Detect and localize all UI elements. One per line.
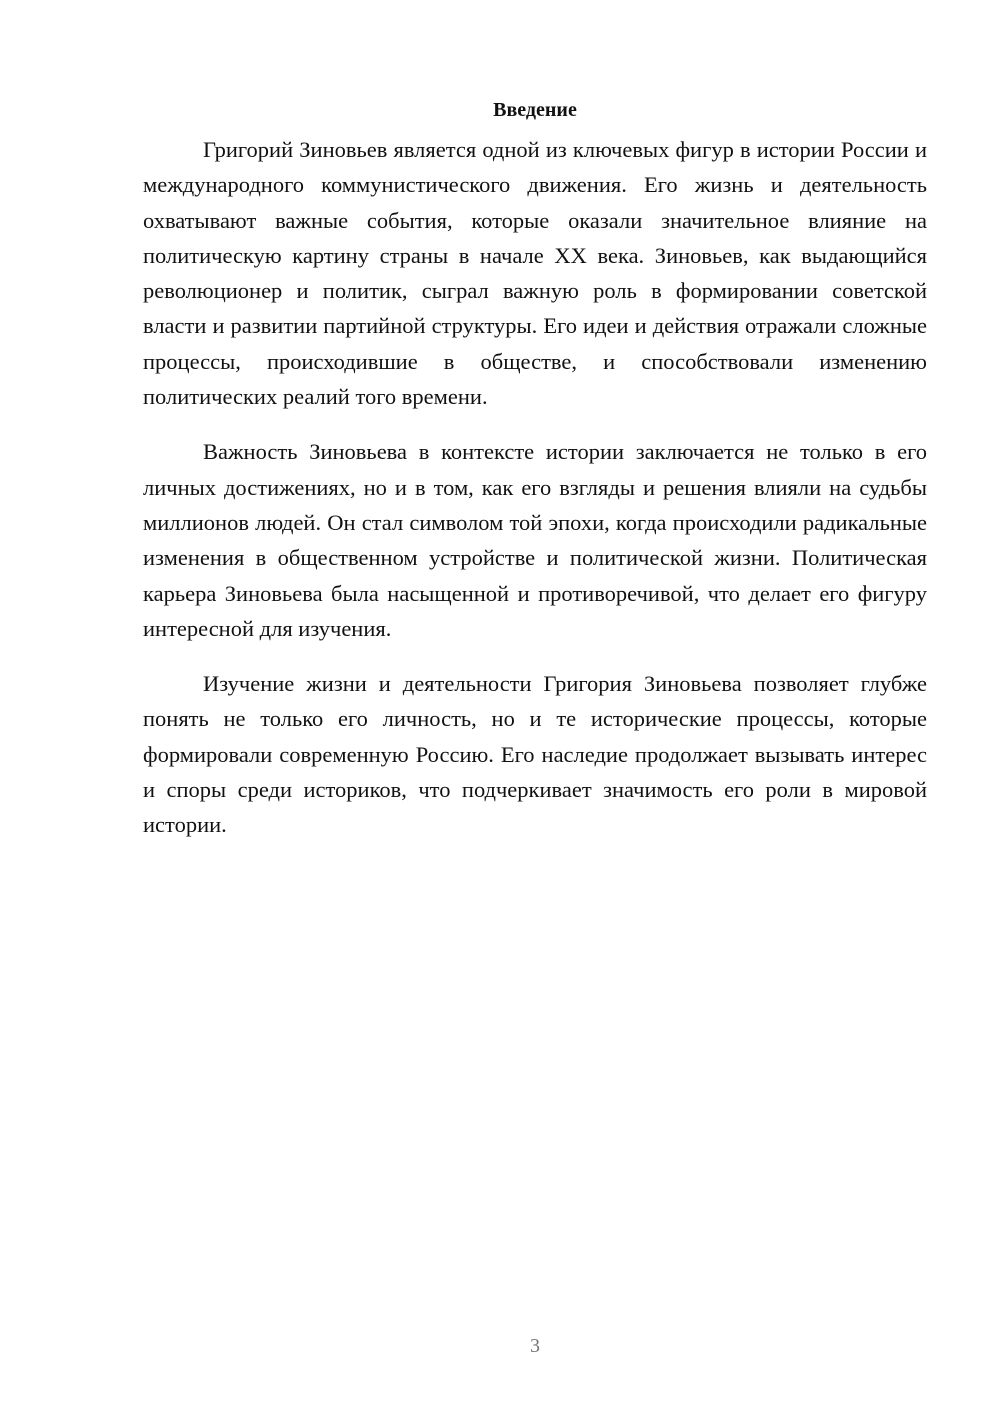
page-number: 3 — [530, 1335, 540, 1357]
section-title: Введение — [493, 99, 577, 121]
paragraph-3: Изучение жизни и деятельности Григория Зиновьева позволяет глубже понять не только его личность, но и те исторические процессы, которые формировали современную Россию. Его наследие продолжает вызывать интерес и споры среди историков, что подчеркивает значимость его роли в мировой истории. — [143, 671, 927, 838]
paragraph-1: Григорий Зиновьев является одной из ключевых фигур в истории России и международного коммунистического движения. Его жизнь и деятельность охватывают важные события, которые оказали значительное влияние на политическую картину страны в начале XX века. Зиновьев, как выдающийся революционер и политик, сыграл важную роль в формировании советской власти и развитии партийной структуры. Его идеи и действия отражали сложные процессы, происходившие в обществе, и способствовали изменению политических реалий того времени. — [143, 137, 927, 410]
document-body — [143, 92, 927, 863]
paragraph-2: Важность Зиновьева в контексте истории заключается не только в его личных достижениях, но и в том, как его взгляды и решения влияли на судьбы миллионов людей. Он стал символом той эпохи, когда происходили радикальные изменения в общественном устройстве и политической жизни. Политическая карьера Зиновьева была насыщенной и противоречивой, что делает его фигуру интересной для изучения. — [143, 439, 927, 641]
